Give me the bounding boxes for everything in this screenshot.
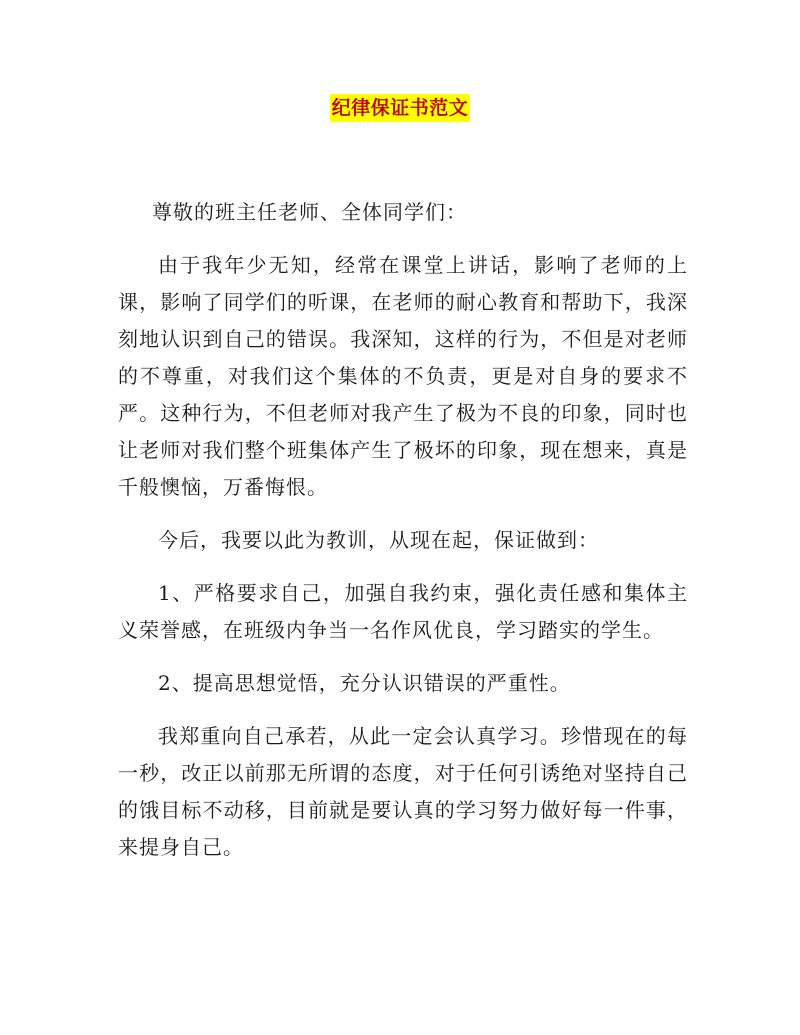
paragraph-commitment: 我郑重向自己承若，从此一定会认真学习。珍惜现在的每一秒，改正以前那无所谓的态度，对于任何引诱绝对坚持自己的饿目标不动移，目前就是要认真的学习努力做好每一件事，来提身自己。 — [118, 724, 688, 859]
document-title: 纪律保证书范文 — [330, 94, 471, 122]
salutation: 尊敬的班主任老师、全体同学们： — [152, 200, 467, 224]
document-body — [118, 194, 688, 882]
paragraph-pledge-item-1: 1、严格要求自己，加强自我约束，强化责任感和集体主义荣誉感，在班级内争当一名作风优良，学习踏实的学生。 — [118, 581, 688, 642]
title-container — [0, 94, 800, 122]
paragraph-apology: 由于我年少无知，经常在课堂上讲话，影响了老师的上课，影响了同学们的听课，在老师的耐心教育和帮助下，我深刻地认识到自己的错误。我深知，这样的行为，不但是对老师的不尊重，对我们这个集体的不负责，更是对自身的要求不严。这种行为，不但老师对我产生了极为不良的印象，同时也让老师对我们整个班集体产生了极坏的印象，现在想来，真是千般懊恼，万番悔恨。 — [118, 253, 688, 499]
paragraph-pledge-intro: 今后，我要以此为教训，从现在起，保证做到： — [158, 528, 599, 552]
paragraph-pledge-item-2: 2、提高思想觉悟，充分认识错误的严重性。 — [158, 671, 571, 695]
